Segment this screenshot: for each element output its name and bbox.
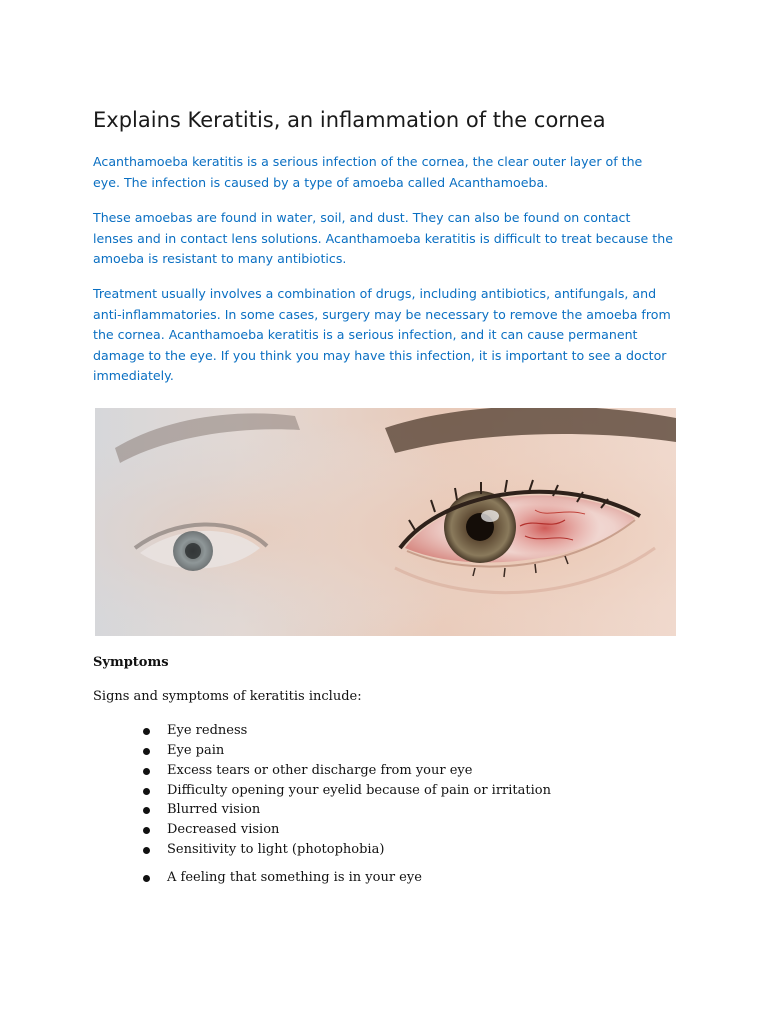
bullet-icon	[143, 875, 150, 882]
list-item-text: Decreased vision	[167, 822, 280, 837]
list-item	[0, 820, 768, 840]
list-item	[0, 741, 768, 761]
list-item-text: Eye pain	[167, 743, 225, 758]
eye-photo	[95, 408, 676, 636]
list-item	[0, 781, 768, 801]
list-item	[0, 840, 768, 860]
bullet-icon	[143, 748, 150, 755]
page-title: Explains Keratitis, an inflammation of the cornea	[93, 108, 606, 132]
paragraph-sources: These amoebas are found in water, soil, and dust. They can also be found on contact lenses and in contact lens solutions. Acanthamoeba keratitis is difficult to treat because the amoeba is resistant to many antibiotics.	[93, 210, 673, 266]
bullet-icon	[143, 788, 150, 795]
list-item-text: Difficulty opening your eyelid because of pain or irritation	[167, 783, 551, 798]
bullet-icon	[143, 728, 150, 735]
symptoms-intro: Signs and symptoms of keratitis include:	[93, 689, 362, 704]
list-item-text: A feeling that something is in your eye	[167, 870, 422, 885]
list-item-text: Excess tears or other discharge from your eye	[167, 763, 473, 778]
bullet-icon	[143, 847, 150, 854]
list-item-text: Eye redness	[167, 723, 248, 738]
list-item	[0, 721, 768, 741]
list-item	[0, 761, 768, 781]
list-item-text: Blurred vision	[167, 802, 261, 817]
paragraph-intro: Acanthamoeba keratitis is a serious infection of the cornea, the clear outer layer of the eye. The infection is caused by a type of amoeba called Acanthamoeba.	[93, 154, 643, 190]
list-item-text: Sensitivity to light (photophobia)	[167, 842, 385, 857]
bullet-icon	[143, 827, 150, 834]
symptoms-heading: Symptoms	[93, 655, 169, 670]
bullet-icon	[143, 807, 150, 814]
list-item	[0, 800, 768, 820]
paragraph-treatment: Treatment usually involves a combination of drugs, including antibiotics, antifungals, and anti-inflammatories. In some cases, surgery may be necessary to remove the amoeba from the cornea. Acanthamoeba keratitis is a serious infection, and it can cause permanent damage to the eye. If you think you may have this infection, it is important to see a doctor immediately.	[93, 286, 671, 383]
list-item	[0, 868, 768, 888]
bullet-icon	[143, 768, 150, 775]
